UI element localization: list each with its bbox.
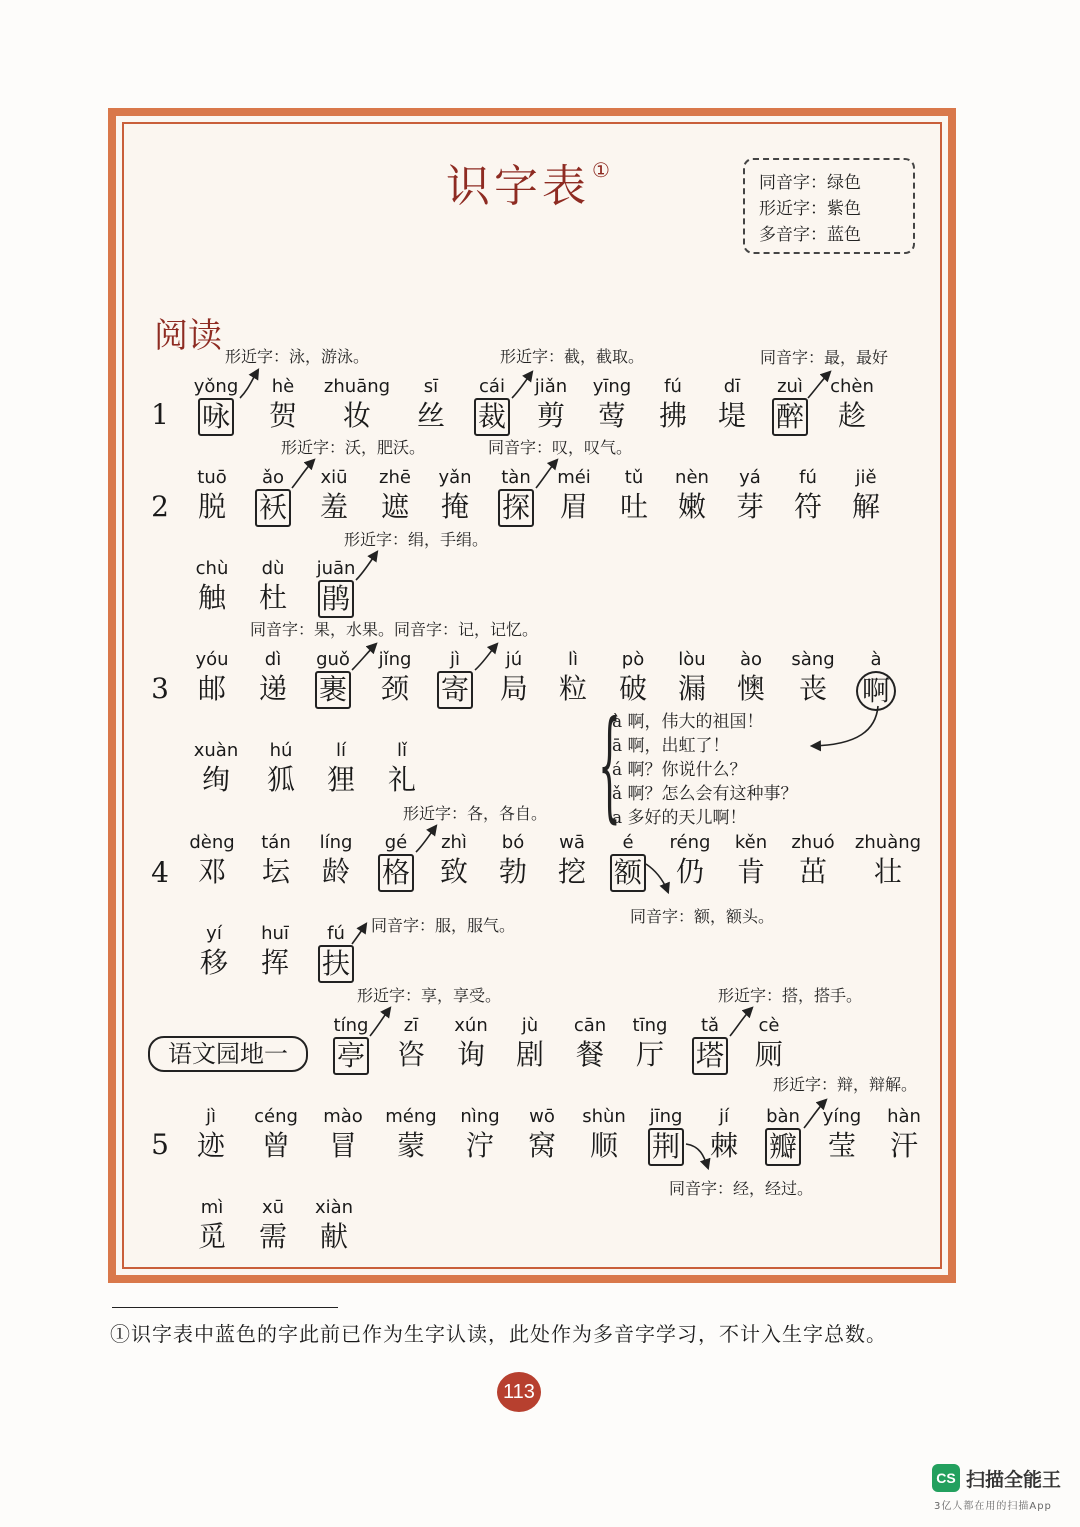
pinyin: hàn — [887, 1106, 921, 1127]
pinyin: dèng — [189, 832, 235, 853]
hanzi-char: 局 — [499, 672, 529, 705]
pinyin: jiě — [855, 467, 877, 488]
watermark-name: 扫描全能王 — [966, 1469, 1062, 1491]
pinyin: kěn — [734, 832, 768, 853]
hanzi-char: 龄 — [321, 855, 351, 888]
annotation-note: 形近字：辩，辩解。 — [773, 1075, 918, 1094]
pinyin: dī — [723, 376, 741, 397]
hanzi-char: 顺 — [589, 1129, 619, 1162]
camscanner-logo-icon: CS — [932, 1464, 960, 1492]
hanzi-char: 扶 — [318, 945, 354, 983]
section-label: 阅读 — [154, 316, 222, 356]
hanzi-char: 触 — [197, 581, 227, 614]
brace-symbol: { — [598, 696, 621, 835]
pinyin: sī — [423, 376, 439, 397]
page-title: 识字表 ① — [446, 158, 614, 212]
hanzi-char: 脱 — [197, 490, 227, 523]
pinyin: nìng — [460, 1106, 500, 1127]
pinyin: yǒng — [193, 376, 239, 397]
row-number: 2 — [151, 490, 169, 523]
hanzi-char: 趁 — [837, 399, 867, 432]
hanzi-char: 挥 — [260, 946, 290, 979]
legend-item: 多音字：蓝色 — [759, 225, 861, 245]
hanzi-char: 嫩 — [677, 490, 707, 523]
pinyin: jú — [505, 649, 523, 670]
hanzi-char: 亭 — [333, 1037, 369, 1075]
hanzi-char: 厅 — [635, 1038, 665, 1071]
pinyin: hè — [271, 376, 295, 397]
hanzi-char: 厕 — [754, 1038, 784, 1071]
hanzi-char: 眉 — [559, 490, 589, 523]
pinyin: tíng — [333, 1015, 369, 1036]
hanzi-char: 觅 — [197, 1220, 227, 1253]
pinyin: é — [622, 832, 634, 853]
pinyin: nèn — [675, 467, 709, 488]
hanzi-char: 符 — [793, 490, 823, 523]
hanzi-char: 丧 — [798, 672, 828, 705]
hanzi-char: 漏 — [677, 672, 707, 705]
hanzi-char: 吐 — [619, 490, 649, 523]
hanzi-char: 窝 — [527, 1129, 557, 1162]
pinyin: yá — [739, 467, 761, 488]
row-number: 5 — [151, 1128, 169, 1161]
pinyin: méng — [385, 1106, 437, 1127]
hanzi-char: 堤 — [717, 399, 747, 432]
annotation-note: 同音字：果，水果。同音字：记，记忆。 — [250, 620, 539, 639]
hanzi-char: 献 — [319, 1220, 349, 1253]
hanzi-char: 荆 — [648, 1128, 684, 1166]
color-legend — [743, 158, 915, 254]
hanzi-char: 懊 — [736, 672, 766, 705]
row-number: 4 — [151, 856, 169, 889]
pinyin: tàn — [501, 467, 531, 488]
polyphone-example: ǎ 啊？怎么会有这种事？ — [612, 784, 798, 804]
pinyin: tǎ — [700, 1015, 720, 1036]
pinyin: yīng — [592, 376, 632, 397]
pinyin: jì — [205, 1106, 217, 1127]
hanzi-char: 移 — [199, 946, 229, 979]
title-footnote-mark: ① — [592, 158, 614, 182]
annotation-note: 同音字：额，额头。 — [630, 907, 775, 926]
pinyin: céng — [254, 1106, 298, 1127]
pinyin: zī — [403, 1015, 419, 1036]
hanzi-char: 曾 — [261, 1129, 291, 1162]
hanzi-char: 鹃 — [318, 580, 354, 618]
hanzi-char: 瓣 — [765, 1128, 801, 1166]
hanzi-char: 仍 — [675, 855, 705, 888]
pinyin: wō — [529, 1106, 555, 1127]
annotation-note: 同音字：服，服气。 — [371, 916, 516, 935]
annotation-note: 形近字：享，享受。 — [357, 986, 502, 1005]
pinyin: sàng — [791, 649, 835, 670]
pinyin: cān — [573, 1015, 607, 1036]
pinyin: guǒ — [316, 649, 350, 670]
annotation-note: 形近字：各，各自。 — [403, 804, 548, 823]
hanzi-char: 剧 — [515, 1038, 545, 1071]
pinyin: yí — [206, 923, 222, 944]
pinyin: dì — [264, 649, 282, 670]
row-number: 3 — [151, 672, 169, 705]
hanzi-char: 咨 — [396, 1038, 426, 1071]
pinyin: líng — [319, 832, 353, 853]
pinyin: ào — [739, 649, 763, 670]
pinyin: jiǎn — [534, 376, 568, 397]
hanzi-char: 额 — [610, 854, 646, 892]
hanzi-char: 莹 — [827, 1129, 857, 1162]
pinyin: jí — [718, 1106, 730, 1127]
hanzi-char: 勃 — [498, 855, 528, 888]
pinyin: xún — [454, 1015, 488, 1036]
pinyin: lì — [567, 649, 579, 670]
annotation-note: 同音字：经，经过。 — [669, 1179, 814, 1198]
pinyin: mì — [200, 1197, 224, 1218]
hanzi-char: 羞 — [319, 490, 349, 523]
annotation-note: 形近字：截，截取。 — [500, 347, 645, 366]
pinyin: dù — [261, 558, 285, 579]
pinyin: bó — [501, 832, 525, 853]
hanzi-char: 需 — [258, 1220, 288, 1253]
pinyin: pò — [621, 649, 645, 670]
pinyin: mào — [323, 1106, 363, 1127]
pinyin: xiàn — [314, 1197, 354, 1218]
polyphone-example: à 啊，伟大的祖国！ — [612, 712, 764, 732]
pinyin: fú — [799, 467, 817, 488]
pinyin: yǎn — [438, 467, 472, 488]
hanzi-char: 啊 — [856, 671, 896, 711]
hanzi-char: 贺 — [268, 399, 298, 432]
pinyin: chèn — [830, 376, 874, 397]
pinyin: tuō — [197, 467, 227, 488]
footnote-rule — [112, 1307, 338, 1308]
pinyin: yóu — [195, 649, 229, 670]
pinyin: zhuàng — [854, 832, 922, 853]
hanzi-char: 遮 — [380, 490, 410, 523]
pinyin: xuàn — [193, 740, 239, 761]
hanzi-char: 挖 — [557, 855, 587, 888]
hanzi-char: 裁 — [474, 398, 510, 436]
hanzi-char: 妆 — [342, 399, 372, 432]
pinyin: à — [870, 649, 882, 670]
hanzi-char: 袄 — [255, 489, 291, 527]
hanzi-char: 绚 — [201, 763, 231, 796]
legend-item: 同音字：绿色 — [759, 173, 861, 193]
watermark-subtitle: 3亿人都在用的扫描App — [934, 1501, 1052, 1512]
hanzi-char: 邮 — [197, 672, 227, 705]
hanzi-char: 致 — [439, 855, 469, 888]
annotation-note: 形近字：绢，手绢。 — [344, 530, 489, 549]
pinyin: xiū — [320, 467, 348, 488]
pinyin: tǔ — [624, 467, 644, 488]
polyphone-example: a 多好的天儿啊！ — [612, 808, 747, 828]
hanzi-char: 泞 — [465, 1129, 495, 1162]
hanzi-char: 坛 — [261, 855, 291, 888]
hanzi-char: 丝 — [416, 399, 446, 432]
pinyin: zhuó — [791, 832, 835, 853]
page-number: 113 — [497, 1372, 541, 1412]
hanzi-char: 冒 — [328, 1129, 358, 1162]
hanzi-char: 裹 — [315, 671, 351, 709]
footnote-text: ①识字表中蓝色的字此前已作为生字认读，此处作为多音字学习，不计入生字总数。 — [110, 1322, 887, 1346]
hanzi-char: 芽 — [735, 490, 765, 523]
hanzi-char: 询 — [456, 1038, 486, 1071]
hanzi-char: 醉 — [772, 398, 808, 436]
pinyin: zhē — [379, 467, 411, 488]
garden-label: 语文园地一 — [148, 1036, 308, 1072]
legend-item: 形近字：紫色 — [759, 199, 861, 219]
hanzi-char: 汗 — [889, 1129, 919, 1162]
annotation-note: 形近字：泳，游泳。 — [225, 347, 370, 366]
hanzi-char: 壮 — [873, 855, 903, 888]
hanzi-char: 蒙 — [396, 1129, 426, 1162]
hanzi-char: 破 — [618, 672, 648, 705]
pinyin: réng — [669, 832, 711, 853]
pinyin: xū — [261, 1197, 285, 1218]
pinyin: méi — [557, 467, 591, 488]
hanzi-char: 探 — [498, 489, 534, 527]
pinyin: jù — [521, 1015, 539, 1036]
hanzi-char: 棘 — [709, 1129, 739, 1162]
pinyin: cái — [479, 376, 505, 397]
hanzi-char: 粒 — [558, 672, 588, 705]
pinyin: ǎo — [261, 467, 285, 488]
hanzi-char: 掩 — [440, 490, 470, 523]
pinyin: jì — [449, 649, 461, 670]
polyphone-example: ā 啊，出虹了！ — [612, 736, 730, 756]
pinyin: zhuāng — [323, 376, 391, 397]
pinyin: tīng — [632, 1015, 668, 1036]
pinyin: zuì — [777, 376, 803, 397]
pinyin: bàn — [766, 1106, 800, 1127]
pinyin: cè — [758, 1015, 780, 1036]
hanzi-char: 塔 — [692, 1037, 728, 1075]
pinyin: juān — [316, 558, 356, 579]
row-number: 1 — [151, 398, 169, 431]
hanzi-char: 拂 — [658, 399, 688, 432]
hanzi-char: 解 — [851, 490, 881, 523]
pinyin: wā — [559, 832, 585, 853]
hanzi-char: 肯 — [736, 855, 766, 888]
pinyin: lí — [335, 740, 347, 761]
hanzi-char: 递 — [258, 672, 288, 705]
pinyin: lòu — [678, 649, 706, 670]
pinyin: yíng — [822, 1106, 862, 1127]
hanzi-char: 茁 — [798, 855, 828, 888]
pinyin: zhì — [441, 832, 467, 853]
hanzi-char: 狸 — [326, 763, 356, 796]
hanzi-char: 杜 — [258, 581, 288, 614]
hanzi-char: 咏 — [198, 398, 234, 436]
pinyin: shùn — [582, 1106, 626, 1127]
hanzi-char: 剪 — [536, 399, 566, 432]
annotation-note: 同音字：最，最好 — [760, 348, 889, 367]
pinyin: jīng — [649, 1106, 683, 1127]
hanzi-char: 迹 — [196, 1129, 226, 1162]
hanzi-char: 餐 — [575, 1038, 605, 1071]
hanzi-char: 狐 — [266, 763, 296, 796]
annotation-note: 形近字：沃，肥沃。 — [281, 438, 426, 457]
pinyin: chù — [195, 558, 229, 579]
polyphone-example: á 啊？你说什么？ — [612, 760, 747, 780]
hanzi-char: 寄 — [437, 671, 473, 709]
annotation-note: 同音字：叹，叹气。 — [488, 438, 633, 457]
pinyin: jǐng — [378, 649, 412, 670]
pinyin: gé — [384, 832, 408, 853]
pinyin: fú — [327, 923, 345, 944]
hanzi-char: 礼 — [387, 763, 417, 796]
pinyin: huī — [261, 923, 289, 944]
hanzi-char: 邓 — [197, 855, 227, 888]
pinyin: fú — [664, 376, 682, 397]
hanzi-char: 颈 — [380, 672, 410, 705]
annotation-note: 形近字：搭，搭手。 — [718, 986, 863, 1005]
hanzi-char: 莺 — [597, 399, 627, 432]
pinyin: lǐ — [396, 740, 408, 761]
hanzi-char: 格 — [378, 854, 414, 892]
pinyin: hú — [269, 740, 293, 761]
pinyin: tán — [261, 832, 291, 853]
